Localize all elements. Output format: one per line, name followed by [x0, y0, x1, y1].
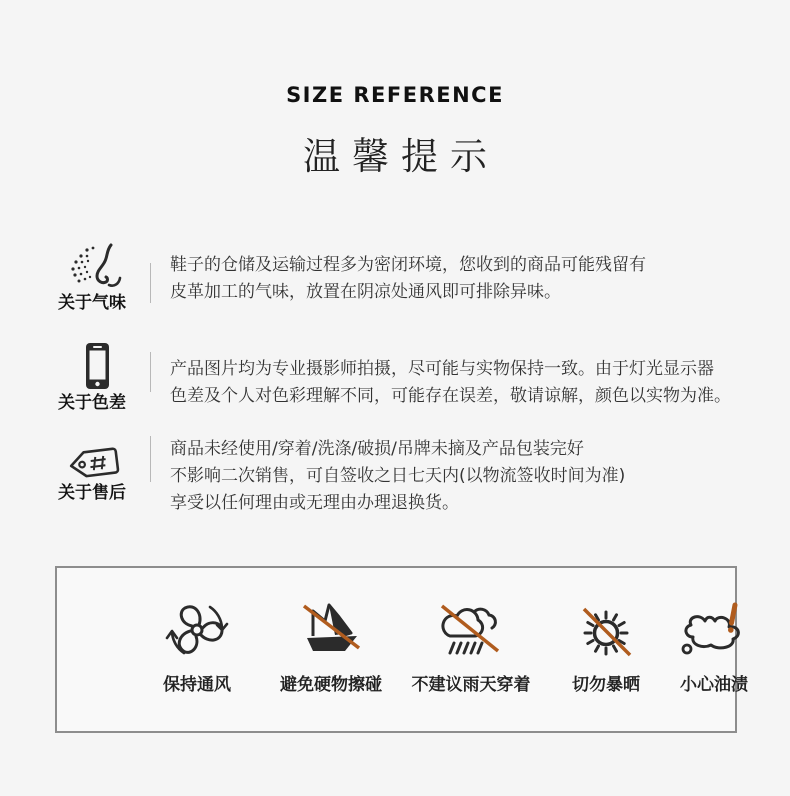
tip-text-line: 享受以任何理由或无理由办理退换货。 — [170, 493, 459, 513]
page-title-en: SIZE REFERENCE — [286, 83, 504, 107]
care-item-oil-stain — [655, 594, 773, 695]
care-label: 小心油渍 — [680, 675, 748, 695]
fan-icon — [140, 594, 254, 666]
tip-label-aftersales: 关于售后 — [58, 483, 126, 503]
tip-text-line: 鞋子的仓储及运输过程多为密闭环境，您收到的商品可能残留有 — [170, 255, 646, 275]
page-title-zh: 温馨提示 — [303, 135, 499, 178]
care-item-ventilation — [140, 594, 254, 695]
tip-text-odor — [170, 252, 646, 306]
tip-text-color — [170, 356, 731, 410]
care-label: 不建议雨天穿着 — [411, 675, 531, 695]
tip-row-aftersales — [0, 436, 790, 556]
tip-text-line: 产品图片均为专业摄影师拍摄，尽可能与实物保持一致。由于灯光显示器 — [170, 359, 714, 379]
no-sun-icon — [550, 594, 662, 666]
divider — [150, 263, 151, 303]
care-label: 避免硬物擦碰 — [280, 675, 382, 695]
tip-text-line: 色差及个人对色彩理解不同，可能存在误差，敬请谅解，颜色以实物为准。 — [170, 386, 731, 406]
nose-smell-icon — [40, 242, 150, 290]
tip-text-line: 皮革加工的气味，放置在阴凉处通风即可排除异味。 — [170, 282, 561, 302]
tip-text-line: 商品未经使用/穿着/洗涤/破损/吊牌未摘及产品包装完好 — [170, 439, 584, 459]
no-hard-objects-icon — [265, 594, 397, 666]
tip-label-odor: 关于气味 — [58, 293, 126, 313]
care-item-no-sun — [550, 594, 662, 695]
care-label: 切勿暴晒 — [572, 675, 640, 695]
care-item-no-rain — [400, 594, 542, 695]
oil-stain-icon — [655, 594, 773, 666]
tip-text-line: 不影响二次销售，可自签收之日七天内(以物流签收时间为准) — [170, 466, 626, 486]
divider — [150, 436, 151, 482]
tip-text-aftersales — [170, 436, 625, 517]
care-label: 保持通风 — [163, 675, 231, 695]
tip-label-color: 关于色差 — [58, 393, 126, 413]
care-instructions-box — [55, 566, 748, 733]
care-item-no-hard-objects — [265, 594, 397, 695]
divider — [150, 352, 151, 392]
no-rain-icon — [400, 594, 542, 666]
phone-icon — [40, 342, 150, 390]
